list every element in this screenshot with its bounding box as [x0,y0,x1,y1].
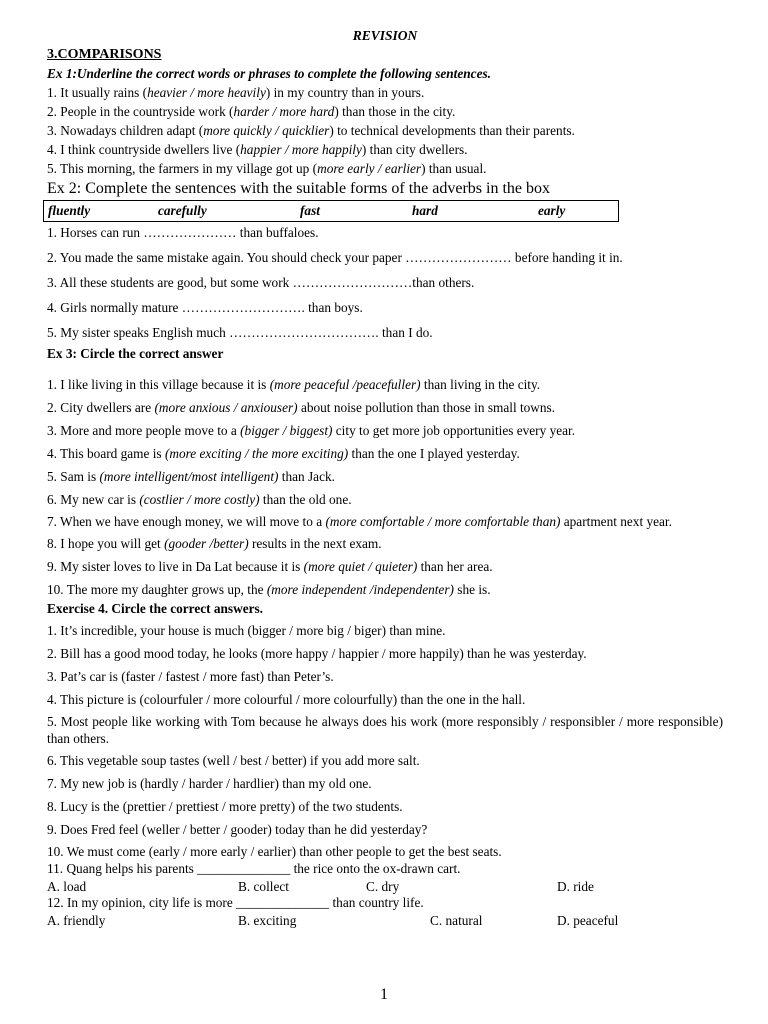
document-page [47,26,723,928]
ex3-item-5: 5. Sam is (more intelligent/most intelligent) than Jack. [47,469,335,484]
ex1-list [47,83,723,178]
ex3-item-10: 10. The more my daughter grows up, the (more independent /independenter) she is. [47,582,491,597]
ex4-item-6: 6. This vegetable soup tastes (well / best / better) if you add more salt. [47,753,420,768]
ex4-q12: 12. In my opinion, city life is more ______________ than country life. [47,895,424,910]
word-box-item: carefully [158,203,207,218]
ex3-item-1: 1. I like living in this village because it is (more peaceful /peacefuller) than living in the city. [47,377,541,392]
ex4-item-9: 9. Does Fred feel (weller / better / gooder) today than he did yesterday? [47,822,428,837]
ex3-item-2: 2. City dwellers are (more anxious / anxiouser) about noise pollution than those in small towns. [47,400,556,415]
ex3-item-4: 4. This board game is (more exciting / the more exciting) than the one I played yesterday. [47,446,520,461]
ex2-item-5: 5. My sister speaks English much ……………………………. than I do. [47,325,433,340]
ex4-q11-options [47,877,723,894]
option: C. natural [430,913,483,928]
option: B. collect [238,879,289,894]
ex3-item-6: 6. My new car is (costlier / more costly) than the old one. [47,492,352,507]
ex3-list [47,375,723,599]
ex4-item-10: 10. We must come (early / more early / earlier) than other people to get the best seats. [47,844,502,859]
ex1-item-1: 1. It usually rains (heavier / more heavily) in my country than in yours. [47,85,425,100]
ex4-item-1: 1. It’s incredible, your house is much (bigger / more big / biger) than mine. [47,623,446,638]
ex4-q11: 11. Quang helps his parents ______________ the rice onto the ox-drawn cart. [47,861,461,876]
ex1-heading: Ex 1:Underline the correct words or phrases to complete the following sentences. [47,66,491,81]
ex4-q12-options [47,911,723,928]
ex1-item-2: 2. People in the countryside work (harder / more hard) than those in the city. [47,104,456,119]
ex3-item-7: 7. When we have enough money, we will move to a (more comfortable / more comfortable than) apartment next year. [47,514,672,529]
option: D. peaceful [557,913,619,928]
ex4-item-2: 2. Bill has a good mood today, he looks (more happy / happier / more happily) than he was yesterday. [47,646,587,661]
word-box-item: fast [300,203,320,218]
ex1-item-3: 3. Nowadays children adapt (more quickly / quicklier) to technical developments than their parents. [47,123,575,138]
word-box-item: fluently [48,203,91,218]
ex2-item-2: 2. You made the same mistake again. You should check your paper …………………… before handing it in. [47,250,623,265]
ex2-item-3: 3. All these students are good, but some work ………………………than others. [47,275,475,290]
section-heading: 3.COMPARISONS [47,47,162,62]
ex4-item-4: 4. This picture is (colourfuler / more colourful / more colourfully) than the one in the hall. [47,692,526,707]
ex4-item-3: 3. Pat’s car is (faster / fastest / more fast) than Peter’s. [47,669,334,684]
word-box [43,200,619,222]
ex3-item-3: 3. More and more people move to a (bigger / biggest) city to get more job opportunities every year. [47,423,576,438]
ex3-heading: Ex 3: Circle the correct answer [47,346,224,361]
ex4-heading: Exercise 4. Circle the correct answers. [47,601,263,616]
page-title: REVISION [352,28,418,43]
ex4-list [47,621,723,928]
ex4-item-5: 5. Most people like working with Tom because he always does his work (more responsibly / responsibler / more responsible) than others. [47,714,723,746]
option: A. load [47,879,87,894]
ex2-heading: Ex 2: Complete the sentences with the suitable forms of the adverbs in the box [47,180,550,197]
ex1-item-5: 5. This morning, the farmers in my village got up (more early / earlier) than usual. [47,161,487,176]
word-box-item: early [538,203,566,218]
ex2-list [47,223,723,342]
option: D. ride [557,879,594,894]
ex3-item-8: 8. I hope you will get (gooder /better) results in the next exam. [47,536,382,551]
ex3-item-9: 9. My sister loves to live in Da Lat because it is (more quiet / quieter) than her area. [47,559,493,574]
ex4-item-7: 7. My new job is (hardly / harder / hardlier) than my old one. [47,776,372,791]
word-box-item: hard [412,203,438,218]
option: B. exciting [238,913,297,928]
ex2-item-1: 1. Horses can run ………………… than buffaloes. [47,225,319,240]
ex1-item-4: 4. I think countryside dwellers live (happier / more happily) than city dwellers. [47,142,468,157]
option: C. dry [366,879,400,894]
option: A. friendly [47,913,106,928]
page-number: 1 [380,986,388,1003]
ex2-item-4: 4. Girls normally mature ………………………. than boys. [47,300,363,315]
ex4-item-8: 8. Lucy is the (prettier / prettiest / more pretty) of the two students. [47,799,403,814]
